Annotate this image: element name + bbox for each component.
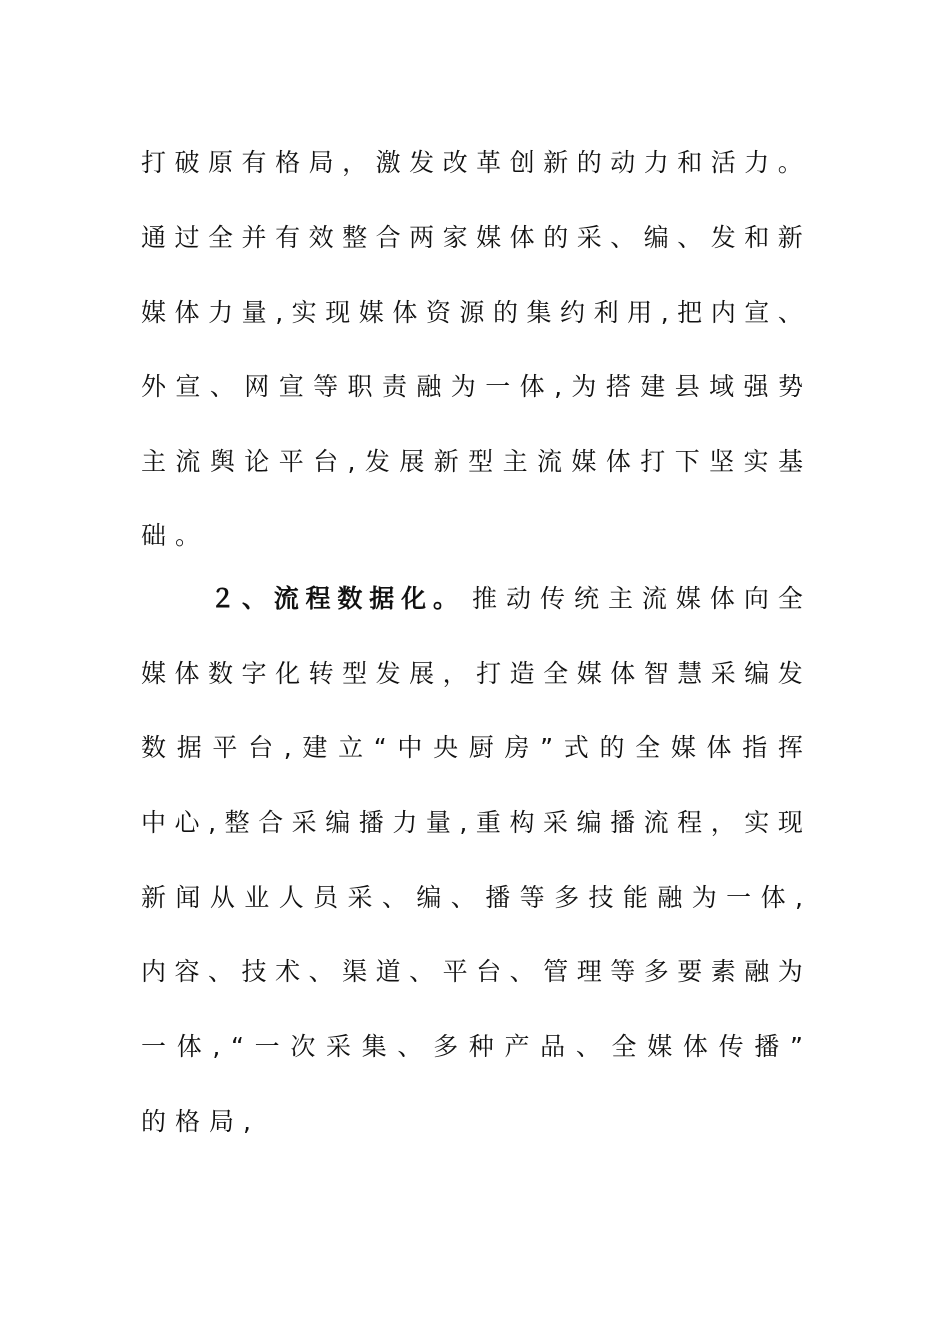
glyph: 要 xyxy=(677,957,703,986)
glyph: 主 xyxy=(502,447,528,476)
glyph: 内 xyxy=(710,298,736,327)
glyph: 全 xyxy=(777,584,803,613)
glyph: 媒 xyxy=(670,733,696,762)
glyph: 格 xyxy=(175,1107,201,1136)
glyph: 、 xyxy=(450,883,476,912)
glyph: 内 xyxy=(141,957,167,986)
glyph: 多 xyxy=(554,883,580,912)
section-line-6 xyxy=(141,952,803,992)
glyph: 程 xyxy=(677,808,703,837)
glyph: 基 xyxy=(777,447,803,476)
glyph: 创 xyxy=(509,148,535,177)
glyph: 现 xyxy=(325,298,351,327)
glyph: 融 xyxy=(744,957,770,986)
glyph: 通 xyxy=(141,223,167,252)
glyph: 县 xyxy=(674,372,700,401)
glyph: 中 xyxy=(141,808,167,837)
glyph: 量 xyxy=(425,808,451,837)
paragraph-line-3 xyxy=(141,293,803,333)
glyph: 体 xyxy=(519,372,545,401)
glyph: 新 xyxy=(777,223,803,252)
glyph: 整 xyxy=(342,223,368,252)
glyph: 心 xyxy=(174,808,200,837)
glyph: 编 xyxy=(416,883,442,912)
glyph: 采 xyxy=(347,883,373,912)
glyph: 台 xyxy=(476,957,502,986)
paragraph-line-4 xyxy=(141,367,803,407)
glyph: 力 xyxy=(744,148,770,177)
glyph: , xyxy=(243,1107,251,1136)
glyph: 改 xyxy=(442,148,468,177)
glyph: 产 xyxy=(504,1032,530,1061)
glyph: 型 xyxy=(342,659,368,688)
glyph: 等 xyxy=(313,372,339,401)
glyph: 一 xyxy=(141,1032,167,1061)
glyph: 展 xyxy=(409,659,435,688)
glyph: 新 xyxy=(433,447,459,476)
glyph: 从 xyxy=(209,883,235,912)
glyph: 流 xyxy=(643,808,669,837)
glyph: 打 xyxy=(141,148,167,177)
glyph: 为 xyxy=(777,957,803,986)
glyph: , xyxy=(459,808,468,837)
glyph: 体 xyxy=(706,733,732,762)
glyph: 媒 xyxy=(647,1032,673,1061)
glyph: 采 xyxy=(576,223,602,252)
glyph: , xyxy=(347,447,356,476)
glyph: 实 xyxy=(743,447,769,476)
glyph: 技 xyxy=(588,883,614,912)
glyph: 体 xyxy=(509,223,535,252)
glyph: 、 xyxy=(308,957,334,986)
glyph: 体 xyxy=(605,447,631,476)
glyph: , xyxy=(660,298,669,327)
glyph: 活 xyxy=(710,148,736,177)
glyph: 、 xyxy=(509,957,535,986)
glyph: 新 xyxy=(141,883,167,912)
glyph: 实 xyxy=(291,298,317,327)
glyph: 、 xyxy=(777,298,803,327)
glyph: 舆 xyxy=(209,447,235,476)
glyph: 主 xyxy=(141,447,167,476)
glyph: 、 xyxy=(677,223,703,252)
glyph: 体 xyxy=(682,1032,708,1061)
glyph: 格 xyxy=(275,148,301,177)
glyph: 术 xyxy=(275,957,301,986)
section-heading xyxy=(210,579,458,619)
glyph: 、 xyxy=(409,957,435,986)
glyph: 把 xyxy=(677,298,703,327)
glyph: 、 xyxy=(575,1032,601,1061)
glyph: 破 xyxy=(174,148,200,177)
glyph: 下 xyxy=(674,447,700,476)
glyph: 。 xyxy=(175,521,201,550)
glyph: 编 xyxy=(744,659,770,688)
glyph: 人 xyxy=(278,883,304,912)
glyph: 播 xyxy=(754,1032,780,1061)
paragraph-line-5 xyxy=(141,442,803,482)
glyph: , xyxy=(275,298,284,327)
glyph: 体 xyxy=(392,298,418,327)
glyph: 利 xyxy=(593,298,619,327)
glyph: ２ xyxy=(210,584,236,613)
glyph: 字 xyxy=(241,659,267,688)
paragraph-line-2 xyxy=(141,218,803,258)
section-line-1 xyxy=(210,579,803,619)
glyph: 资 xyxy=(425,298,451,327)
glyph: 宣 xyxy=(744,298,770,327)
glyph: 编 xyxy=(576,808,602,837)
glyph: 建 xyxy=(640,372,666,401)
glyph: 两 xyxy=(409,223,435,252)
glyph: 体 xyxy=(760,883,786,912)
glyph: 媒 xyxy=(358,298,384,327)
glyph: 传 xyxy=(718,1032,744,1061)
glyph: 技 xyxy=(241,957,267,986)
glyph: 源 xyxy=(459,298,485,327)
section-line-1-text xyxy=(472,579,803,619)
glyph: 集 xyxy=(361,1032,387,1061)
glyph: 、 xyxy=(209,372,235,401)
glyph: “ xyxy=(231,1032,244,1061)
glyph: 程 xyxy=(305,584,331,613)
glyph: , xyxy=(554,372,563,401)
glyph: 为 xyxy=(571,372,597,401)
glyph: ， xyxy=(710,808,736,837)
glyph: 式 xyxy=(563,733,589,762)
glyph: 流 xyxy=(175,447,201,476)
glyph: 媒 xyxy=(476,223,502,252)
glyph: 闻 xyxy=(175,883,201,912)
glyph: 全 xyxy=(543,659,569,688)
glyph: 播 xyxy=(485,883,511,912)
glyph: 台 xyxy=(313,447,339,476)
glyph: 数 xyxy=(337,584,363,613)
glyph: 打 xyxy=(640,447,666,476)
glyph: 立 xyxy=(338,733,364,762)
glyph: 的 xyxy=(543,223,569,252)
glyph: 种 xyxy=(468,1032,494,1061)
section-line-5 xyxy=(141,878,803,918)
glyph: 慧 xyxy=(677,659,703,688)
glyph: 建 xyxy=(302,733,328,762)
glyph: 多 xyxy=(433,1032,459,1061)
glyph: 平 xyxy=(442,957,468,986)
glyph: 厨 xyxy=(468,733,494,762)
glyph: 多 xyxy=(643,957,669,986)
glyph: 传 xyxy=(539,584,565,613)
glyph: 宣 xyxy=(278,372,304,401)
glyph: 过 xyxy=(174,223,200,252)
glyph: 全 xyxy=(208,223,234,252)
glyph: 业 xyxy=(244,883,270,912)
section-line-2 xyxy=(141,654,803,694)
glyph: 力 xyxy=(392,808,418,837)
glyph: 化 xyxy=(275,659,301,688)
glyph: ， xyxy=(342,148,368,177)
glyph: 坚 xyxy=(709,447,735,476)
glyph: 体 xyxy=(709,584,735,613)
glyph: 采 xyxy=(710,659,736,688)
glyph: 次 xyxy=(290,1032,316,1061)
glyph: 体 xyxy=(610,659,636,688)
glyph: 化 xyxy=(401,584,427,613)
section-line-8 xyxy=(141,1102,803,1142)
glyph: ， xyxy=(442,659,468,688)
glyph: 搭 xyxy=(605,372,631,401)
glyph: 为 xyxy=(450,372,476,401)
glyph: 、 xyxy=(208,957,234,986)
glyph: 。 xyxy=(432,584,458,613)
glyph: 播 xyxy=(610,808,636,837)
glyph: 媒 xyxy=(571,447,597,476)
glyph: 一 xyxy=(254,1032,280,1061)
section-line-7 xyxy=(141,1027,803,1067)
glyph: 局 xyxy=(209,1107,235,1136)
glyph: 统 xyxy=(573,584,599,613)
glyph: 的 xyxy=(599,733,625,762)
paragraph-line-6 xyxy=(141,516,803,556)
glyph: 造 xyxy=(509,659,535,688)
glyph: 外 xyxy=(141,372,167,401)
glyph: 指 xyxy=(742,733,768,762)
glyph: 编 xyxy=(643,223,669,252)
glyph: 融 xyxy=(657,883,683,912)
glyph: 合 xyxy=(375,223,401,252)
glyph: 、 xyxy=(397,1032,423,1061)
glyph: 域 xyxy=(709,372,735,401)
glyph: 流 xyxy=(641,584,667,613)
glyph: 向 xyxy=(743,584,769,613)
glyph: 。 xyxy=(777,148,803,177)
glyph: “ xyxy=(373,733,387,762)
glyph: 媒 xyxy=(675,584,701,613)
glyph: 品 xyxy=(540,1032,566,1061)
glyph: 有 xyxy=(241,148,267,177)
glyph: 渠 xyxy=(342,957,368,986)
glyph: 、 xyxy=(381,883,407,912)
glyph: 采 xyxy=(291,808,317,837)
glyph: 集 xyxy=(526,298,552,327)
glyph: 动 xyxy=(610,148,636,177)
glyph: 合 xyxy=(258,808,284,837)
glyph: 全 xyxy=(611,1032,637,1061)
glyph: 道 xyxy=(375,957,401,986)
glyph: 素 xyxy=(710,957,736,986)
glyph: 发 xyxy=(409,148,435,177)
glyph: 构 xyxy=(509,808,535,837)
glyph: 和 xyxy=(677,148,703,177)
glyph: 和 xyxy=(744,223,770,252)
glyph: 宣 xyxy=(175,372,201,401)
glyph: 展 xyxy=(399,447,425,476)
glyph: 革 xyxy=(476,148,502,177)
glyph: 势 xyxy=(777,372,803,401)
glyph: 采 xyxy=(542,808,568,837)
glyph: 数 xyxy=(208,659,234,688)
glyph: 据 xyxy=(176,733,202,762)
glyph: 原 xyxy=(208,148,234,177)
glyph: 等 xyxy=(610,957,636,986)
glyph: , xyxy=(283,733,292,762)
glyph: 础 xyxy=(141,521,167,550)
glyph: 媒 xyxy=(141,298,167,327)
glyph: 一 xyxy=(726,883,752,912)
glyph: 能 xyxy=(622,883,648,912)
glyph: 发 xyxy=(364,447,390,476)
glyph: 台 xyxy=(248,733,274,762)
section-line-3 xyxy=(141,728,803,768)
glyph: 的 xyxy=(576,148,602,177)
glyph: 平 xyxy=(212,733,238,762)
glyph: 流 xyxy=(273,584,299,613)
glyph: 重 xyxy=(475,808,501,837)
glyph: 动 xyxy=(505,584,531,613)
glyph: 、 xyxy=(241,584,267,613)
glyph: 媒 xyxy=(141,659,167,688)
glyph: 力 xyxy=(208,298,234,327)
paragraph-line-1 xyxy=(141,143,803,183)
glyph: 约 xyxy=(560,298,586,327)
glyph: 网 xyxy=(244,372,270,401)
glyph: 论 xyxy=(244,447,270,476)
glyph: 职 xyxy=(347,372,373,401)
glyph: 型 xyxy=(468,447,494,476)
glyph: 推 xyxy=(472,584,498,613)
glyph: 现 xyxy=(777,808,803,837)
glyph: 房 xyxy=(504,733,530,762)
glyph: 流 xyxy=(537,447,563,476)
glyph: 融 xyxy=(416,372,442,401)
glyph: 整 xyxy=(224,808,250,837)
glyph: 强 xyxy=(743,372,769,401)
glyph: 媒 xyxy=(576,659,602,688)
glyph: 理 xyxy=(576,957,602,986)
glyph: 的 xyxy=(141,1107,167,1136)
glyph: 新 xyxy=(543,148,569,177)
glyph: 激 xyxy=(375,148,401,177)
glyph: 平 xyxy=(278,447,304,476)
glyph: 为 xyxy=(691,883,717,912)
glyph: 体 xyxy=(176,1032,202,1061)
glyph: 央 xyxy=(433,733,459,762)
glyph: 挥 xyxy=(777,733,803,762)
glyph: 效 xyxy=(308,223,334,252)
glyph: 的 xyxy=(492,298,518,327)
glyph: , xyxy=(795,883,803,912)
glyph: 并 xyxy=(241,223,267,252)
glyph: 力 xyxy=(643,148,669,177)
glyph: 数 xyxy=(141,733,167,762)
glyph: , xyxy=(208,808,217,837)
glyph: 发 xyxy=(777,659,803,688)
glyph: 发 xyxy=(710,223,736,252)
glyph: 体 xyxy=(174,298,200,327)
glyph: 据 xyxy=(369,584,395,613)
glyph: ” xyxy=(540,733,554,762)
glyph: 实 xyxy=(744,808,770,837)
glyph: 转 xyxy=(308,659,334,688)
glyph: 一 xyxy=(485,372,511,401)
glyph: 播 xyxy=(358,808,384,837)
glyph: 等 xyxy=(519,883,545,912)
glyph: ” xyxy=(789,1032,803,1061)
glyph: 用 xyxy=(627,298,653,327)
glyph: 体 xyxy=(174,659,200,688)
glyph: 家 xyxy=(442,223,468,252)
glyph: 责 xyxy=(381,372,407,401)
glyph: 全 xyxy=(635,733,661,762)
glyph: 员 xyxy=(313,883,339,912)
glyph: 中 xyxy=(397,733,423,762)
glyph: , xyxy=(212,1032,221,1061)
glyph: 局 xyxy=(308,148,334,177)
section-line-4 xyxy=(141,803,803,843)
glyph: 采 xyxy=(326,1032,352,1061)
glyph: 容 xyxy=(174,957,200,986)
glyph: 主 xyxy=(607,584,633,613)
glyph: 有 xyxy=(275,223,301,252)
glyph: 管 xyxy=(543,957,569,986)
glyph: 智 xyxy=(643,659,669,688)
glyph: 量 xyxy=(241,298,267,327)
glyph: 发 xyxy=(375,659,401,688)
glyph: 打 xyxy=(476,659,502,688)
glyph: 编 xyxy=(325,808,351,837)
glyph: 、 xyxy=(610,223,636,252)
